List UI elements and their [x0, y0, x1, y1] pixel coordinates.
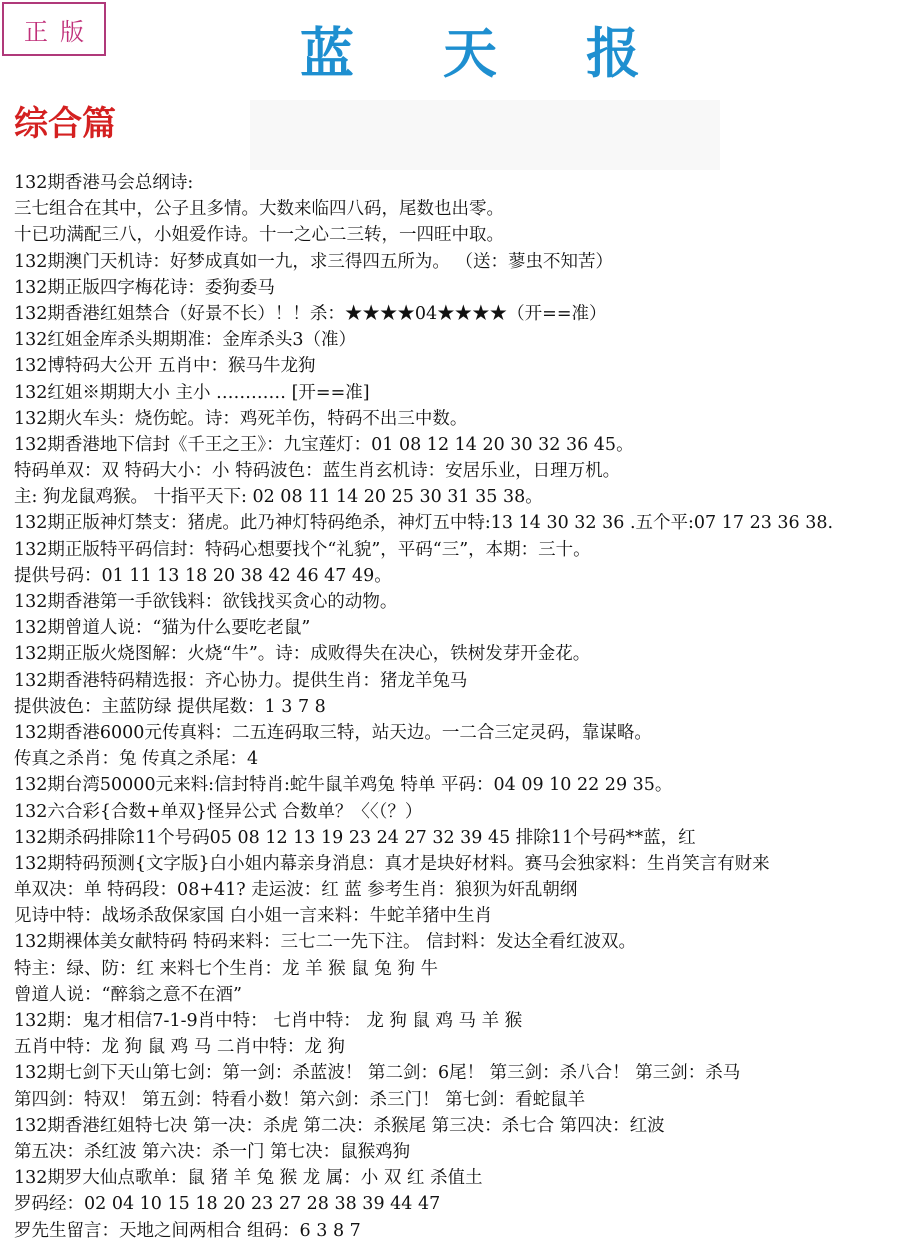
background-panel [250, 100, 720, 170]
content-line: 132期：鬼才相信7-1-9肖中特： 七肖中特： 龙 狗 鼠 鸡 马 羊 猴 [14, 1011, 523, 1031]
content-line: 132期香港地下信封《千王之王》：九宝莲灯：01 08 12 14 20 30 32 36 45。 [14, 434, 634, 455]
content-line: 132期正版四字梅花诗：委狗委马 [14, 277, 275, 298]
content-line: 第四剑：特双！ 第五剑：特看小数！第六剑：杀三门！ 第七剑：看蛇鼠羊 [14, 1089, 586, 1110]
content-line: 132期火车头：烧伤蛇。诗：鸡死羊伤，特码不出三中数。 [14, 408, 468, 429]
masthead-char: 报 [586, 21, 640, 85]
content-line: 提供号码：01 11 13 18 20 38 42 46 47 49。 [14, 565, 392, 586]
content-line: 132期特码预测{文字版}白小姐内幕亲身消息：真才是块好材料。赛马会独家料：生肖笑言有财来 [14, 853, 770, 874]
section-title: 综合篇 [14, 104, 116, 144]
content-line: 132期澳门天机诗：好梦成真如一九，求三得四五所为。 （送：蓼虫不知苦） [14, 251, 613, 272]
content-line: 132期正版火烧图解：火烧“牛”。诗：成败得失在决心，铁树发芽开金花。 [14, 644, 591, 665]
content-line: 罗先生留言：天地之间两相合 组码：6 3 8 7 [14, 1220, 361, 1241]
content-line: 罗码经：02 04 10 15 18 20 23 27 28 38 39 44 47 [14, 1194, 441, 1215]
genuine-edition-badge: 正版 [2, 2, 106, 56]
content-line: 见诗中特：战场杀敌保家国 白小姐一言来料：牛蛇羊猪中生肖 [14, 906, 493, 927]
content-line: 132期香港6000元传真料：二五连码取三特，站天边。一二合三定灵码，靠谋略。 [14, 722, 652, 743]
content-line: 132期罗大仙点歌单：鼠 猪 羊 兔 猴 龙 属：小 双 红 杀值土 [14, 1168, 483, 1189]
content-line: 132期杀码排除11个号码05 08 12 13 19 23 24 27 32 39 45 排除11个号码**蓝，红 [14, 827, 696, 848]
content-line: 132红姐金库杀头期期准：金库杀头3（准） [14, 330, 357, 351]
content-line: 曾道人说：“醉翁之意不在酒” [14, 984, 242, 1005]
content-line: 特主：绿、防：红 来料七个生肖：龙 羊 猴 鼠 兔 狗 牛 [14, 958, 438, 979]
content-line: 132期香港马会总纲诗: [14, 173, 194, 193]
content-line: 五肖中特：龙 狗 鼠 鸡 马 二肖中特：龙 狗 [14, 1037, 345, 1058]
content-line: 132期香港红姐禁合（好景不长）！！杀：★★★★04★★★★（开==准） [14, 303, 607, 324]
content-line: 三七组合在其中，公子且多情。大数来临四八码，尾数也出零。 [14, 199, 504, 220]
content-line: 第五决：杀红波 第六决：杀一门 第七决：鼠猴鸡狗 [14, 1141, 411, 1162]
content-line: 单双决：单 特码段：08+41? 走运波：红 蓝 参考生肖：狼狈为奸乱朝纲 [14, 880, 578, 901]
content-line: 十已功满配三八，小姐爱作诗。十一之心二三转，一四旺中取。 [14, 225, 504, 246]
content-line: 132期裸体美女献特码 特码来料：三七二一先下注。 信封料：发达全看红波双。 [14, 932, 637, 953]
content-line: 132期香港特码精选报：齐心协力。提供生肖：猪龙羊兔马 [14, 670, 468, 691]
content-line: 132期台湾50000元来料:信封特肖:蛇牛鼠羊鸡兔 特单 平码：04 09 10 22 29 35。 [14, 775, 673, 796]
content-line: 132期七剑下天山第七剑：第一剑：杀蓝波！ 第二剑：6尾！ 第三剑：杀八合！ 第三剑：杀马 [14, 1063, 741, 1084]
content-line: 132红姐※期期大小 主小 ………… [开==准] [14, 382, 370, 403]
masthead-char: 天 [443, 21, 497, 85]
masthead-char: 蓝 [300, 21, 354, 85]
content-line: 132博特码大公开 五肖中：猴马牛龙狗 [14, 356, 316, 377]
content-line: 132期曾道人说：“猫为什么要吃老鼠” [14, 618, 311, 639]
content-line: 132期正版神灯禁支：猪虎。此乃神灯特码绝杀，神灯五中特:13 14 30 32 36 .五个平:07 17 23 36 38. [14, 513, 834, 534]
content-line: 主: 狗龙鼠鸡猴。 十指平天下: 02 08 11 14 20 25 30 31 35 38。 [14, 487, 543, 508]
content-line: 特码单双：双 特码大小：小 特码波色：蓝生肖玄机诗：安居乐业，日理万机。 [14, 461, 621, 482]
content-line: 提供波色：主蓝防绿 提供尾数：1 3 7 8 [14, 696, 326, 717]
content-line: 132期香港红姐特七决 第一决：杀虎 第二决：杀猴尾 第三决：杀七合 第四决：红波 [14, 1115, 665, 1136]
content-line: 传真之杀肖：兔 传真之杀尾：4 [14, 749, 259, 770]
content-line: 132期香港第一手欲钱料：欲钱找买贪心的动物。 [14, 592, 398, 612]
content-line: 132期正版特平码信封：特码心想要找个“礼貌”，平码“三”，本期：三十。 [14, 539, 591, 560]
content-line: 132六合彩{合数+单双}怪异公式 合数单？〈〈（？） [14, 801, 423, 822]
content-lines [14, 170, 894, 1244]
masthead-title [300, 14, 640, 84]
